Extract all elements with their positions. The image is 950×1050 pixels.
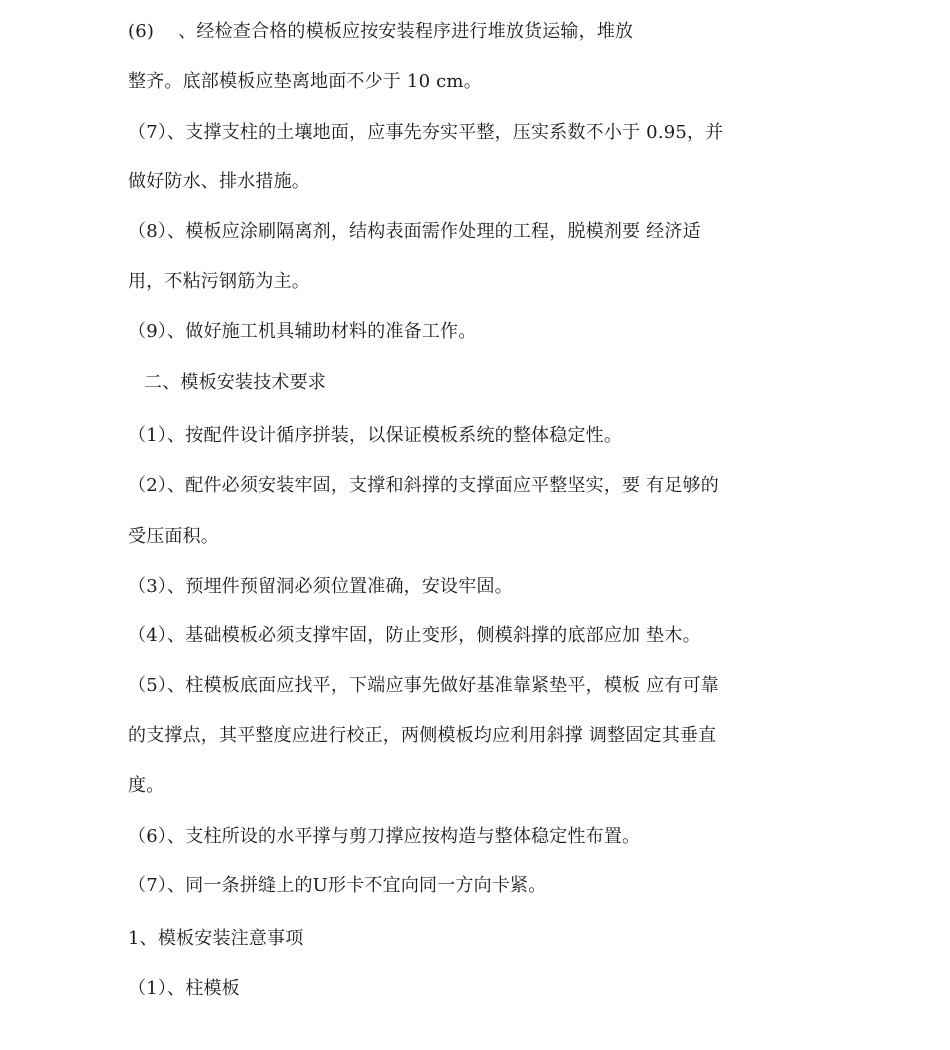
text-line: （6）、支柱所设的水平撑与剪刀撑应按构造与整体稳定性布置。: [128, 826, 641, 847]
text-line: （5）、柱模板底面应找平，下端应事先做好基准靠紧垫平，模板 应有可靠: [128, 675, 719, 696]
text-line: （2）、配件必须安装牢固，支撑和斜撑的支撑面应平整坚实，要 有足够的: [128, 475, 719, 496]
text-line: （1）、柱模板: [128, 978, 240, 999]
text-line: 做好防水、排水措施。: [128, 171, 310, 192]
text-line: 受压面积。: [128, 526, 219, 547]
text-line: （8）、模板应涂刷隔离剂，结构表面需作处理的工程，脱模剂要 经济适: [128, 221, 701, 242]
text-line: （7）、同一条拼缝上的U形卡不宜向同一方向卡紧。: [128, 875, 547, 896]
text-line: (6) 、经检查合格的模板应按安装程序进行堆放货运输，堆放: [128, 21, 634, 42]
text-line: 的支撑点，其平整度应进行校正，两侧模板均应利用斜撑 调整固定其垂直: [128, 725, 717, 746]
text-line: 整齐。底部模板应垫离地面不少于 10 cm。: [128, 71, 482, 92]
text-line: （9）、做好施工机具辅助材料的准备工作。: [128, 321, 477, 342]
section-heading: 二、模板安装技术要求: [144, 372, 326, 393]
section-heading: 1、模板安装注意事项: [128, 928, 304, 949]
text-line: 度。: [128, 775, 165, 796]
text-line: （3）、预埋件预留洞必须位置准确，安设牢固。: [128, 576, 513, 597]
text-line: 用，不粘污钢筋为主。: [128, 271, 310, 292]
text-line: （1）、按配件设计循序拼装，以保证模板系统的整体稳定性。: [128, 425, 623, 446]
text-line: （7）、支撑支柱的土壤地面，应事先夯实平整，压实系数不小于 0.95，并: [128, 122, 724, 143]
text-line: （4）、基础模板必须支撑牢固，防止变形，侧模斜撑的底部应加 垫木。: [128, 625, 701, 646]
